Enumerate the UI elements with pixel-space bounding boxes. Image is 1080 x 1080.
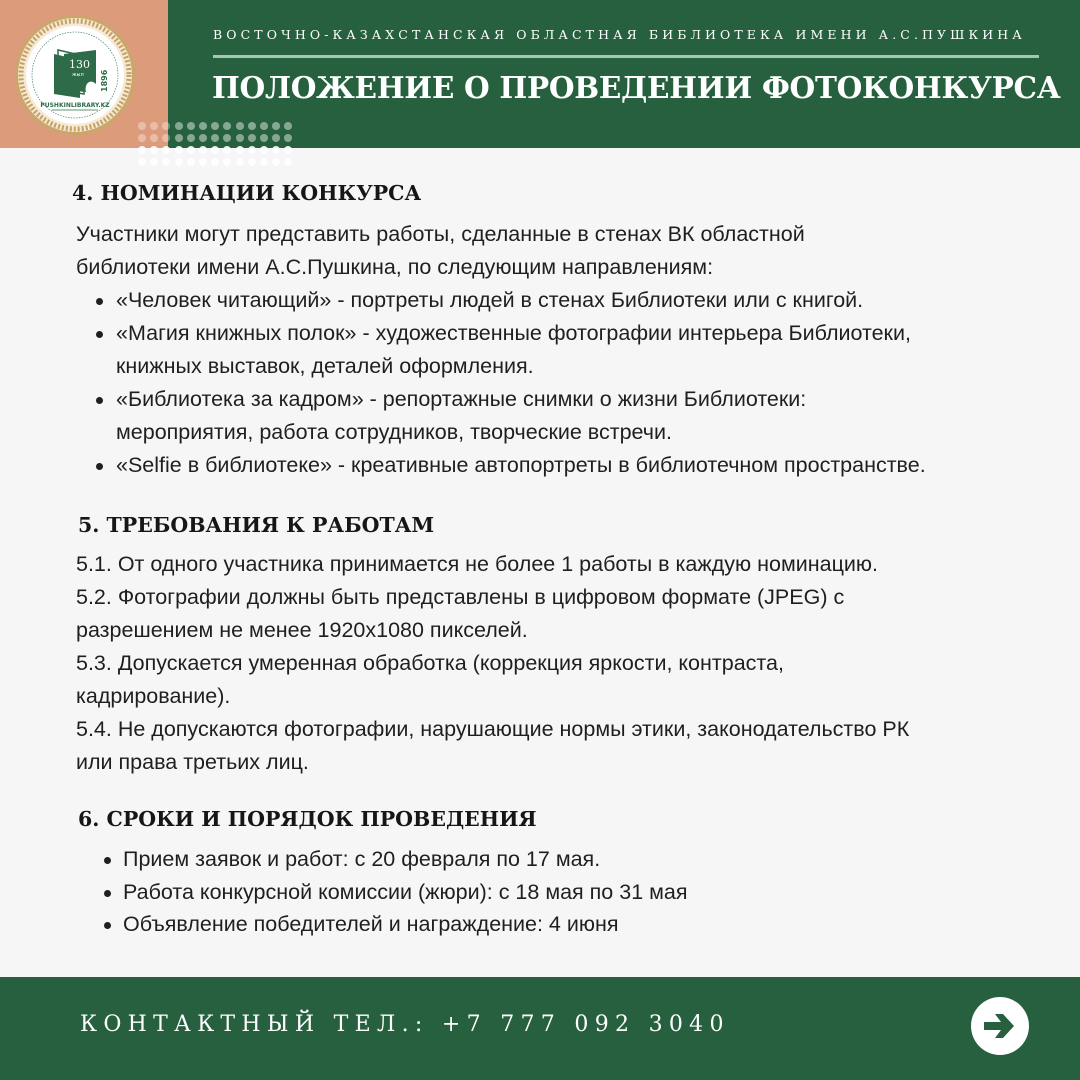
dot: [162, 158, 170, 166]
dot: [175, 134, 183, 142]
dot: [199, 146, 207, 154]
dot: [236, 146, 244, 154]
dot: [248, 158, 256, 166]
requirement-line: 5.2. Фотографии должны быть представлены в цифровом формате (JPEG) с: [76, 585, 845, 609]
bullet-icon: [96, 298, 103, 305]
list-item-text: «Человек читающий» - портреты людей в стенах Библиотеки или с книгой.: [116, 288, 864, 312]
contact-phone: КОНТАКТНЫЙ ТЕЛ.: +7 777 092 3040: [80, 1012, 730, 1037]
dot: [260, 146, 268, 154]
section-5-body: [76, 548, 909, 779]
bullet-icon: [104, 922, 111, 929]
dot: [284, 158, 292, 166]
dot: [260, 158, 268, 166]
dot: [236, 158, 244, 166]
dot: [175, 158, 183, 166]
requirement-line: 5.1. От одного участника принимается не более 1 работы в каждую номинацию.: [76, 552, 879, 576]
list-item: [96, 284, 926, 317]
dot: [138, 134, 146, 142]
dot: [187, 134, 195, 142]
dot: [211, 158, 219, 166]
list-item: [96, 449, 926, 482]
bullet-icon: [104, 857, 111, 864]
dot: [199, 122, 207, 130]
library-logo: [14, 14, 136, 136]
dot: [248, 134, 256, 142]
list-item-text: «Selfie в библиотеке» - креативные автопортреты в библиотечном пространстве.: [116, 453, 926, 477]
requirement-line: разрешением не менее 1920x1080 пикселей.: [76, 618, 528, 642]
bullet-icon: [96, 463, 103, 470]
dot: [223, 158, 231, 166]
schedule-list: [104, 843, 688, 941]
dot: [199, 158, 207, 166]
dot: [138, 146, 146, 154]
list-item-text: книжных выставок, деталей оформления.: [116, 354, 534, 378]
section-5-title: 5. ТРЕБОВАНИЯ К РАБОТАМ: [78, 513, 435, 537]
list-item-text: Объявление победителей и награждение: 4 июня: [123, 912, 619, 936]
logo-founded: 1896: [100, 69, 109, 92]
dot: [260, 122, 268, 130]
list-item: [104, 908, 688, 941]
list-item-text: «Библиотека за кадром» - репортажные снимки о жизни Библиотеки:: [116, 387, 807, 411]
dot: [187, 146, 195, 154]
next-button[interactable]: [971, 997, 1029, 1055]
nominations-list: [96, 284, 926, 482]
logo-years-word: жыл: [72, 72, 84, 78]
dot: [187, 122, 195, 130]
list-item-text: «Магия книжных полок» - художественные фотографии интерьера Библиотеки,: [116, 321, 911, 345]
requirement-line: или права третьих лиц.: [76, 750, 309, 774]
dot: [138, 158, 146, 166]
dot: [211, 146, 219, 154]
list-item: [96, 383, 926, 449]
dot: [272, 158, 280, 166]
dot: [236, 122, 244, 130]
list-item-text: мероприятия, работа сотрудников, творческие встречи.: [116, 420, 672, 444]
dot: [138, 122, 146, 130]
dot: [199, 134, 207, 142]
page-title: ПОЛОЖЕНИЕ О ПРОВЕДЕНИИ ФОТОКОНКУРСА: [212, 70, 1061, 105]
list-item: [96, 317, 926, 383]
intro-line: Участники могут представить работы, сделанные в стенах ВК областной: [76, 222, 805, 246]
dot: [150, 146, 158, 154]
dot: [187, 158, 195, 166]
dot: [272, 146, 280, 154]
section-6-title: 6. СРОКИ И ПОРЯДОК ПРОВЕДЕНИЯ: [78, 807, 537, 831]
requirement-line: 5.3. Допускается умеренная обработка (коррекция яркости, контраста,: [76, 651, 784, 675]
dot: [223, 146, 231, 154]
bullet-icon: [96, 331, 103, 338]
dot: [150, 158, 158, 166]
dot: [248, 122, 256, 130]
arrow-right-circle-icon: [971, 997, 1029, 1055]
list-item-text: Работа конкурсной комиссии (жюри): с 18 мая по 31 мая: [123, 879, 688, 904]
list-item: [104, 843, 688, 876]
bullet-icon: [104, 890, 111, 897]
intro-line: библиотеки имени А.С.Пушкина, по следующим направлениям:: [76, 255, 714, 279]
logo-years: 130: [69, 58, 90, 71]
dot: [236, 134, 244, 142]
dot: [175, 122, 183, 130]
library-name: ВОСТОЧНО-КАЗАХСТАНСКАЯ ОБЛАСТНАЯ БИБЛИОТЕКА ИМЕНИ А.С.ПУШКИНА: [213, 27, 1026, 42]
requirement-line: 5.4. Не допускаются фотографии, нарушающие нормы этики, законодательство РК: [76, 717, 910, 741]
section-4-intro: [76, 218, 805, 284]
section-4-title: 4. НОМИНАЦИИ КОНКУРСА: [72, 181, 422, 205]
logo-site: PUSHKINLIBRARY.KZ: [40, 102, 110, 109]
dot: [248, 146, 256, 154]
requirement-line: кадрирование).: [76, 684, 231, 708]
dot: [162, 146, 170, 154]
header-divider: [213, 55, 1039, 58]
dot: [175, 146, 183, 154]
dot: [284, 146, 292, 154]
dot: [260, 134, 268, 142]
bullet-icon: [96, 397, 103, 404]
list-item-text: Прием заявок и работ: с 20 февраля по 17 мая.: [123, 847, 601, 871]
list-item: [104, 876, 688, 909]
